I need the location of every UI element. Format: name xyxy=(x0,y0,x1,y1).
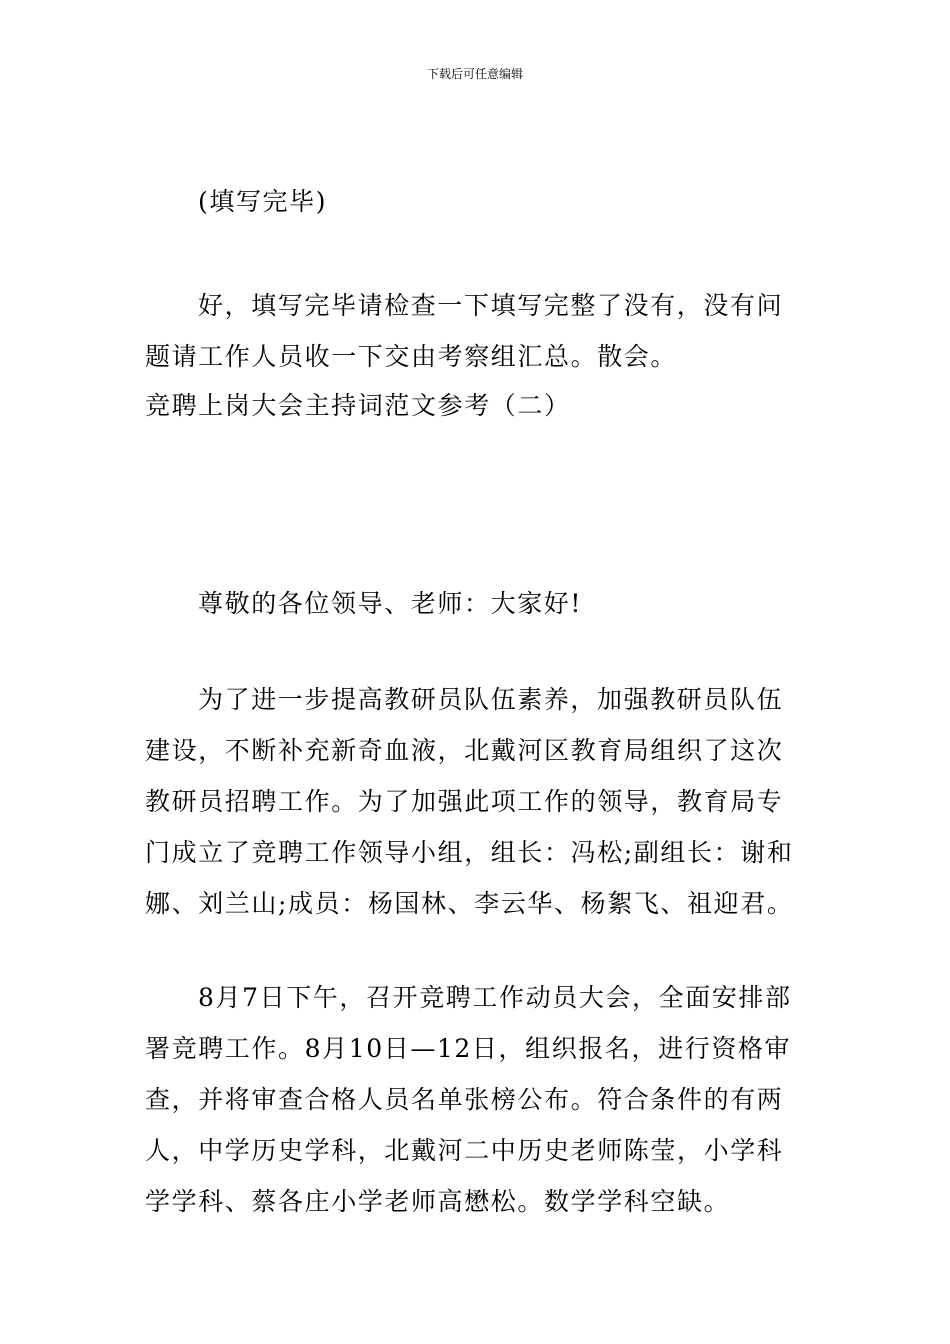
paragraph-check-and-dismiss xyxy=(145,280,807,382)
paragraph-text: 尊敬的各位领导、老师：大家好! xyxy=(198,589,583,618)
paragraph-organization xyxy=(145,674,807,929)
page-header-note: 下载后可任意编辑 xyxy=(426,67,523,81)
paragraph-text: 8月7日下午，召开竞聘工作动员大会，全面安排部署竞聘工作。8月10日—12日，组织报名，进行资格审查，并将审查合格人员名单张榜公布。符合条件的有两人，中学历史学科，北戴河二中历史老师陈莹，小学科学学科、蔡各庄小学老师高懋松。数学学科空缺。 xyxy=(145,983,792,1216)
paragraph-filled-complete xyxy=(145,176,807,227)
paragraph-schedule xyxy=(145,972,807,1227)
paragraph-text: 好，填写完毕请检查一下填写完整了没有，没有问题请工作人员收一下交由考察组汇总。散会。 xyxy=(145,291,784,371)
paragraph-greeting xyxy=(145,578,807,629)
paragraph-text: 为了进一步提高教研员队伍素养，加强教研员队伍建设，不断补充新奇血液，北戴河区教育局组织了这次教研员招聘工作。为了加强此项工作的领导，教育局专门成立了竞聘工作领导小组，组长：冯松;副组长：谢和娜、刘兰山;成员：杨国林、李云华、杨絮飞、祖迎君。 xyxy=(145,685,794,918)
section-title-text: 竞聘上岗大会主持词范文参考（二） xyxy=(145,391,571,420)
paragraph-text: (填写完毕) xyxy=(198,187,328,216)
section-title xyxy=(145,380,807,431)
